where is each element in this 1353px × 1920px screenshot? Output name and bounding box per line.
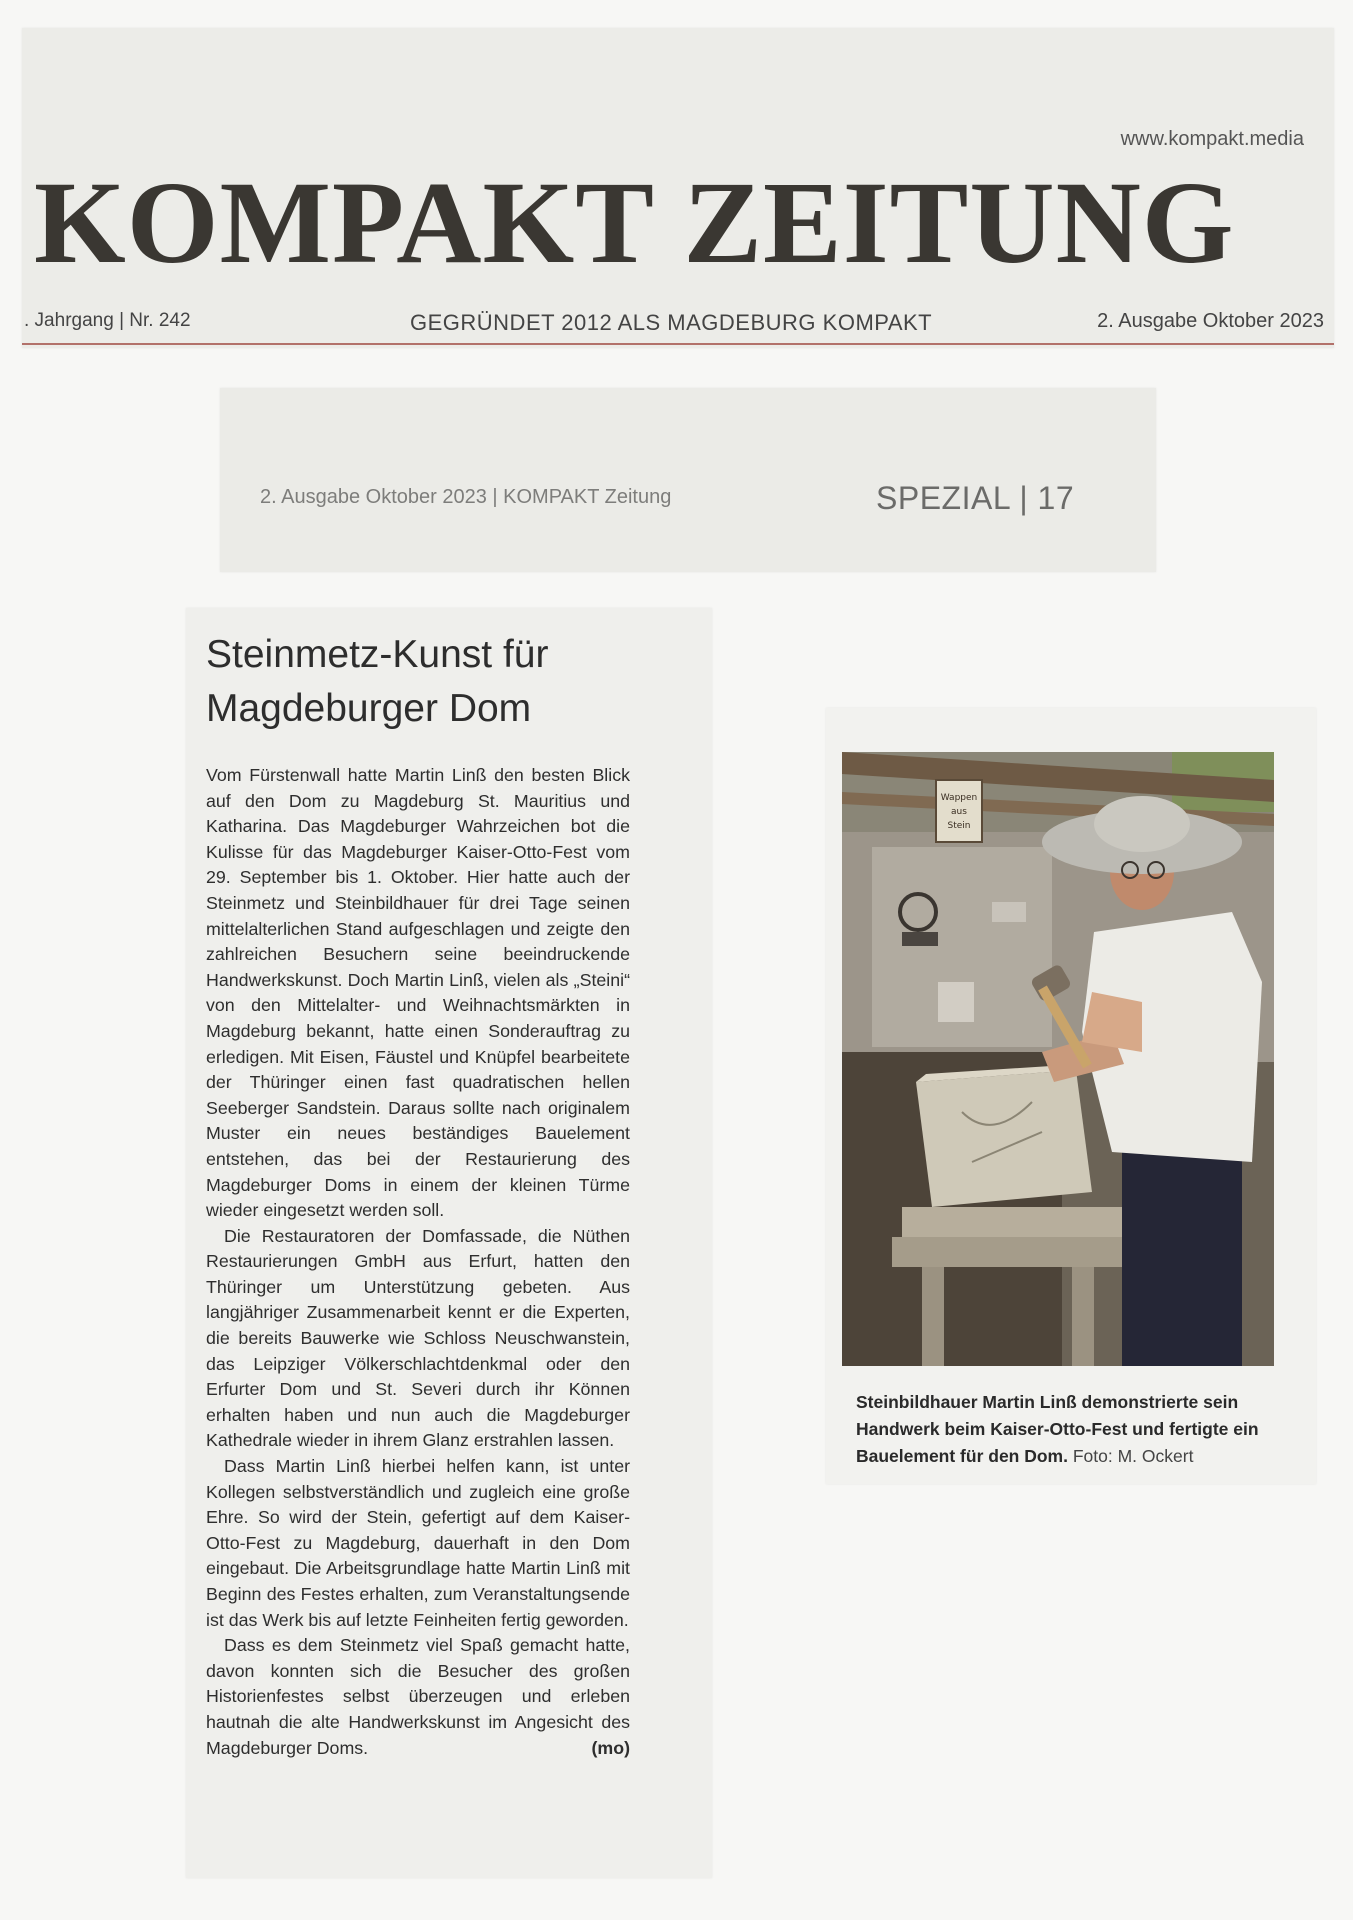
masthead-url: www.kompakt.media (1120, 128, 1304, 150)
photo-caption (856, 1389, 1296, 1470)
issue-number: . Jahrgang | Nr. 242 (24, 310, 191, 331)
article-paragraph: Dass Martin Linß hierbei helfen kann, ist unter Kollegen selbstverständlich und zugleich eine große Ehre. So wird der Stein, gefertigt auf dem Kaiser-Otto-Fest zu Magdeburg, dauerhaft in den Dom eingebaut. Die Arbeitsgrundlage hatte Martin Linß mit Beginn des Festes erhalten, zum Veranstaltungsende ist das Werk bis auf letzte Feinheiten fertig geworden. (206, 1456, 630, 1630)
masthead-clipping (22, 28, 1334, 348)
founded-line: GEGRÜNDET 2012 ALS MAGDEBURG KOMPAKT (410, 310, 933, 335)
section-page-number: SPEZIAL | 17 (876, 480, 1075, 516)
article-paragraph-text: Dass es dem Steinmetz viel Spaß gemacht hatte, davon konnten sich die Besucher des großen Historienfestes selbst überzeugen und erleben hautnah die alte Handwerkskunst im Angesicht des Magdeburger Doms. (206, 1635, 630, 1758)
article-body (206, 763, 630, 1761)
sign-text-3: Stein (947, 821, 971, 831)
article-paragraph-last (206, 1633, 630, 1761)
sign-text-1: Wappen (940, 793, 978, 803)
article-paragraph: Vom Fürstenwall hatte Martin Linß den besten Blick auf den Dom zu Magdeburg St. Mauritius und Katharina. Das Magdeburger Wahrzeichen bot die Kulisse für das Magdeburger Kaiser-Otto-Fest vom 29. September bis 1. Oktober. Hier hatte auch der Steinmetz und Steinbildhauer für drei Tage seinen mittelalterlichen Stand aufgeschlagen und zeigte den zahlreichen Besuchern seine beeindruckende Handwerkskunst. Doch Martin Linß, vielen als „Steini“ von den Mittelalter- und Weihnachtsmärkten in Magdeburg bekannt, hatte einen Sonderauftrag zu erledigen. Mit Eisen, Fäustel und Knüpfel bearbeitete der Thüringer einen fast quadratischen hellen Seeberger Sandstein. Daraus sollte nach originalem Muster ein neues beständiges Bauelement entstehen, das bei der Restaurierung des Magdeburger Doms in einem der kleinen Türme wieder eingesetzt werden soll. (206, 765, 630, 1221)
article-paragraph: Die Restauratoren der Domfassade, die Nüthen Restaurierungen GmbH aus Erfurt, hatten den Thüringer um Unterstützung gebeten. Aus langjähriger Zusammenarbeit kennt er die Experten, die bereits Bauwerke wie Schloss Neuschwanstein, das Leipziger Völkerschlachtdenkmal oder den Erfurter Dom und St. Severi durch ihr Können erhalten haben und nun auch die Magdeburger Kathedrale wieder in ihrem Glanz erstrahlen lassen. (206, 1225, 630, 1451)
photo-clipping (826, 708, 1316, 1484)
page-header-left: 2. Ausgabe Oktober 2023 | KOMPAKT Zeitung (260, 486, 672, 508)
article-headline (206, 628, 686, 736)
sign-text-2: aus (951, 807, 967, 817)
article-clipping (186, 608, 712, 1878)
masthead-rule (22, 343, 1334, 345)
headline-line-1: Steinmetz-Kunst für (206, 633, 549, 676)
author-signature: (mo) (591, 1737, 630, 1758)
edition-date: 2. Ausgabe Oktober 2023 (1097, 310, 1324, 332)
stonemason-illustration (842, 752, 1274, 1366)
caption-text: Steinbildhauer Martin Linß demonstrierte sein Handwerk beim Kaiser-Otto-Fest und fertigte ein Bauelement für den Dom. (856, 1392, 1259, 1466)
stonemason-photo (842, 752, 1274, 1366)
newspaper-title: KOMPAKT ZEITUNG (34, 157, 1235, 288)
headline-line-2: Magdeburger Dom (206, 687, 532, 730)
page-header-clipping (220, 388, 1156, 572)
photo-credit: Foto: M. Ockert (1072, 1446, 1194, 1466)
